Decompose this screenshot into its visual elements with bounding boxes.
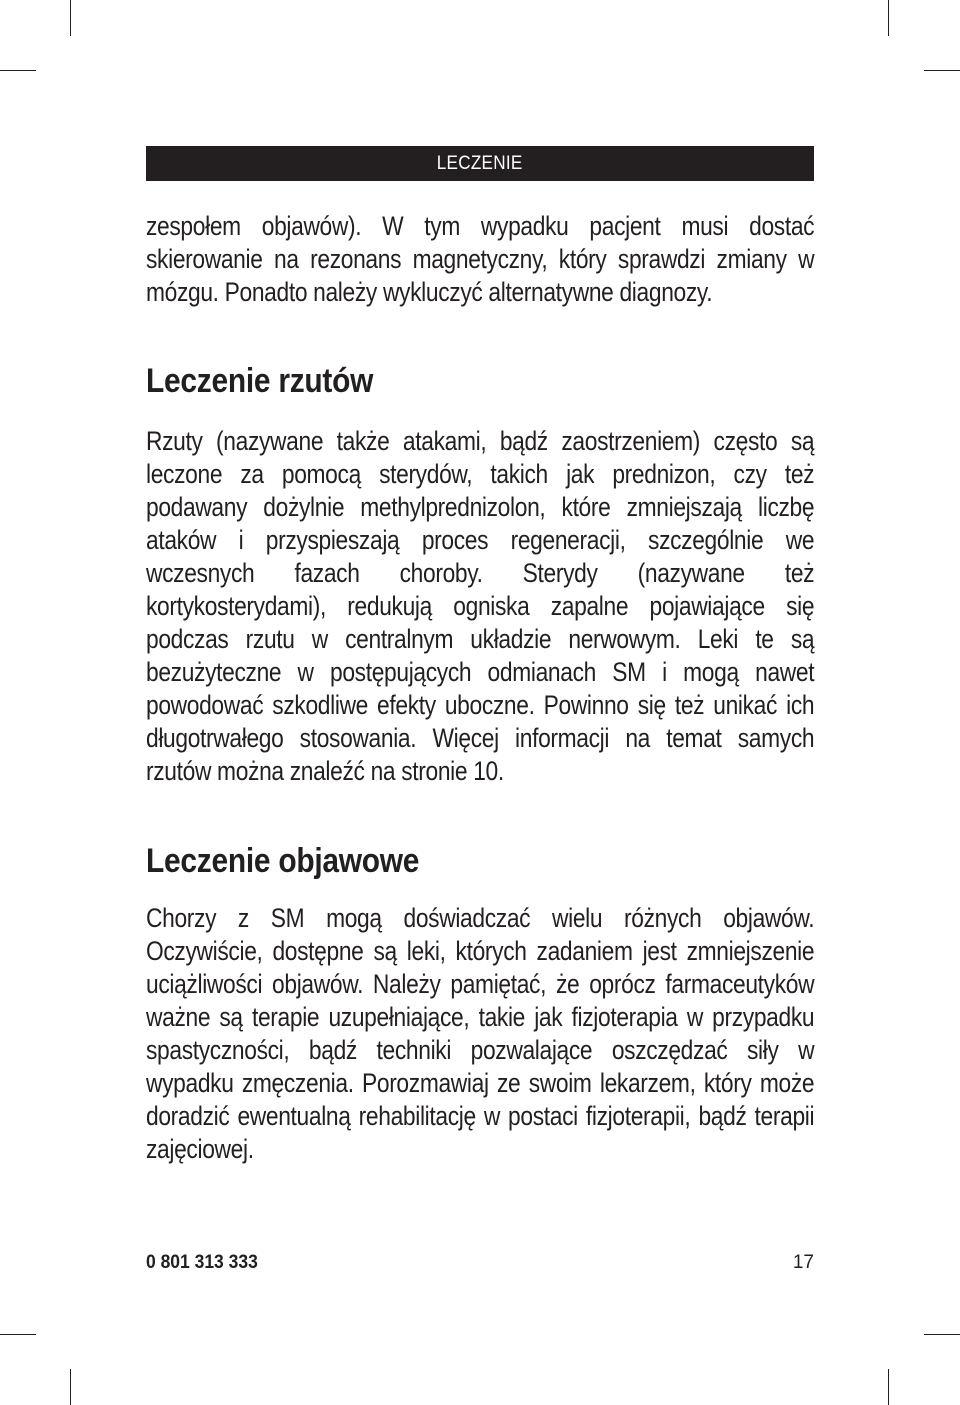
crop-mark [0,70,36,71]
crop-mark [888,0,889,36]
section-header-title: LECZENIE [437,152,523,174]
section-objawowe [146,842,814,881]
footer-phone-number: 0 801 313 333 [146,1252,258,1273]
section-paragraph: Chorzy z SM mogą doświadczać wielu różnych objawów. Oczywiście, dostępne są leki, których zadaniem jest zmniejszenie uciążliwości objawów. Należy pamiętać, że oprócz farmaceutyków ważne są terapie uzupełniające, takie jak fizjoterapia w przypadku spastyczności, bądź techniki pozwalające oszczędzać siły w wypadku zmęczenia. Porozmawiaj ze swoim lekarzem, który może doradzić ewentualną rehabilitację w postaci fizjoterapii, bądź terapii zajęciowej. [146,903,815,1164]
section-objawowe-body [146,902,814,1166]
page-number: 17 [792,1252,814,1273]
section-heading: Leczenie rzutów [146,362,374,400]
section-rzuty-body [146,425,814,788]
intro-block [146,210,814,309]
crop-mark [70,0,71,36]
crop-mark [924,70,960,71]
section-rzuty [146,362,814,401]
crop-mark [888,1369,889,1405]
section-paragraph: Rzuty (nazywane także atakami, bądź zaostrzeniem) często są leczone za pomocą sterydów, takich jak prednizon, czy też podawany dożylnie methylprednizolon, które zmniejszają liczbę ataków i przyspieszają proces regeneracji, szczególnie we wczesnych fazach choroby. Sterydy (nazywane też kortykosterydami), redukują ogniska zapalne pojawiające się podczas rzutu w centralnym układzie nerwowym. Leki te są bezużyteczne w postępujących odmianach SM i mogą nawet powodować szkodliwe efekty uboczne. Powinno się też unikać ich długotrwałego stosowania. Więcej informacji na temat samych rzutów można znaleźć na stronie 10. [146,426,815,786]
crop-mark [70,1369,71,1405]
section-heading: Leczenie objawowe [146,842,420,880]
crop-mark [924,1334,960,1335]
crop-mark [0,1334,36,1335]
intro-paragraph: zespołem objawów). W tym wypadku pacjent musi dostać skierowanie na rezonans magnetyczny, który sprawdzi zmiany w mózgu. Ponadto należy wykluczyć alternatywne diagnozy. [146,211,815,307]
section-header-bar [146,146,814,181]
